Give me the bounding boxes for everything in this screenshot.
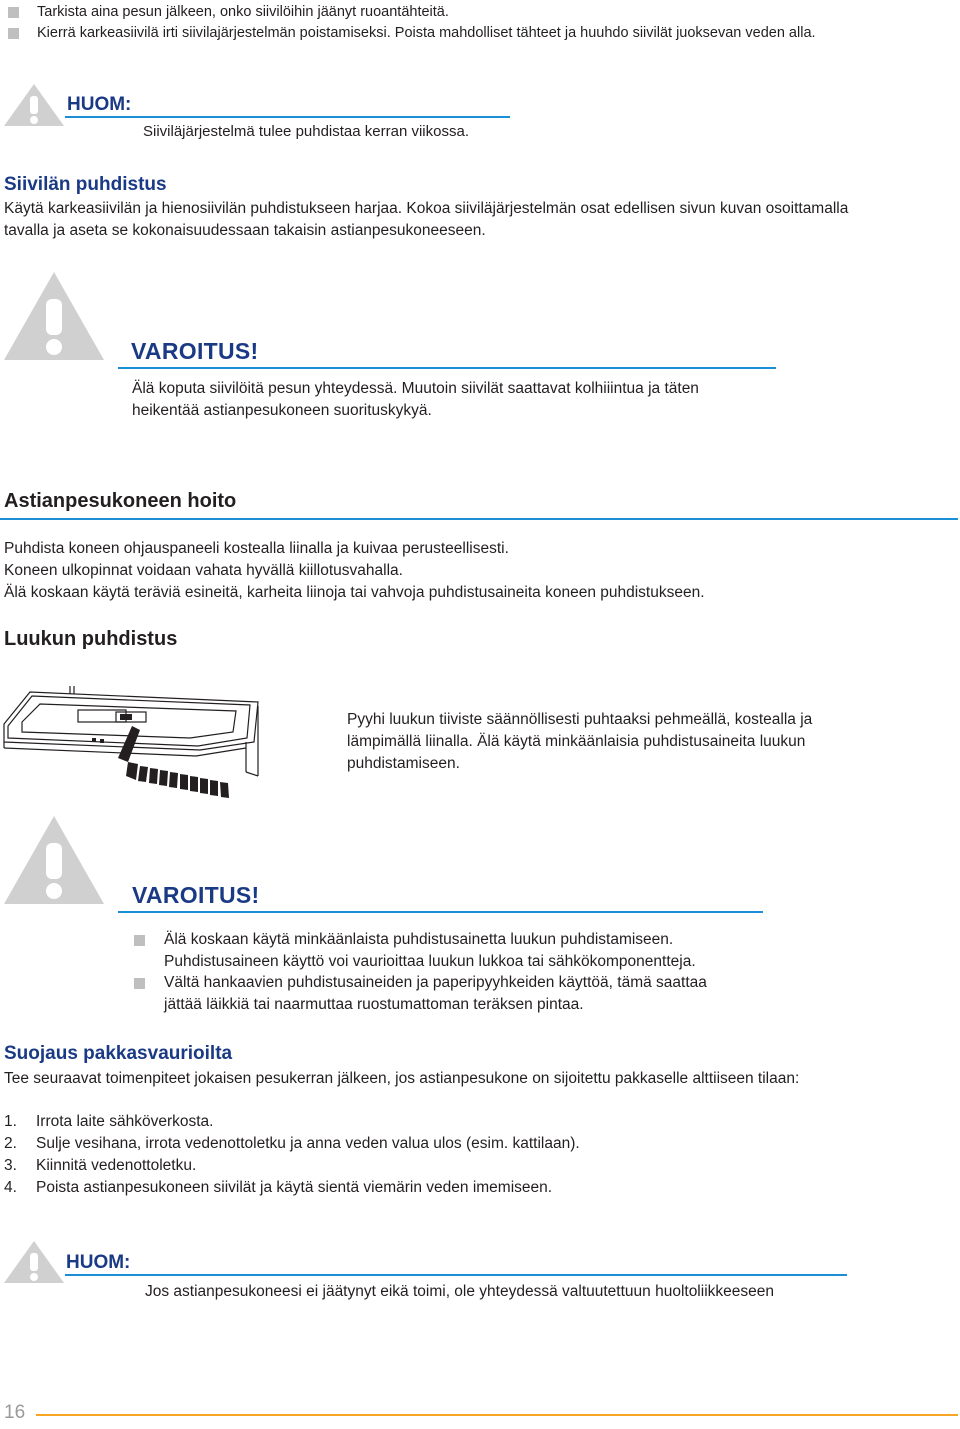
frost-step-1-text: Irrota laite sähköverkosta. [36,1113,214,1130]
care-heading: Astianpesukoneen hoito [4,490,237,512]
frost-step-3-num: 3. [4,1157,17,1174]
door-illustration [0,684,272,800]
note2-text: Jos astianpesukoneesi ei jäätynyt eikä toimi, ole yhteydessä valtuutettuun huoltoliikkeeseen [145,1283,774,1300]
frost-step-2-num: 2. [4,1135,17,1152]
bullet-square-icon [134,978,145,989]
care-rule [0,518,958,520]
bullet-square-icon [134,935,145,946]
care-line-2: Koneen ulkopinnat voidaan vahata hyvällä kiillotusvahalla. [4,562,403,579]
warning-triangle-icon [3,1240,65,1284]
warning2-title: VAROITUS! [132,882,260,908]
warning-triangle-icon [3,83,65,127]
frost-intro: Tee seuraavat toimenpiteet jokaisen pesukerran jälkeen, jos astianpesukone on sijoitettu pakkaselle alttiiseen tilaan: [4,1070,800,1087]
footer-rule [36,1414,958,1416]
frost-step-1-num: 1. [4,1113,17,1130]
warning2-bullet-1-line-1: Älä koskaan käytä minkäänlaista puhdistusainetta luukun puhdistamiseen. [164,931,674,948]
frost-step-3-text: Kiinnitä vedenottoletku. [36,1157,197,1174]
frost-step-4-num: 4. [4,1179,17,1196]
warning1-line-1: Älä koputa siivilöitä pesun yhteydessä. Muutoin siivilät saattavat kolhiiintua ja täten [132,380,699,397]
door-line-3: puhdistamiseen. [347,755,460,772]
filter-cleaning-line-2: tavalla ja aseta se kokonaisuudessaan takaisin astianpesukoneeseen. [4,222,486,239]
top-bullet-2: Kierrä karkeasiivilä irti siivilajärjestelmän poistamiseksi. Poista mahdolliset tähteet ja huuhdo siivilät juoksevan veden alla. [37,25,816,41]
warning1-line-2: heikentää astianpesukoneen suorituskykyä. [132,402,432,419]
warning1-rule [118,367,776,369]
door-line-1: Pyyhi luukun tiiviste säännöllisesti puhtaaksi pehmeällä, kostealla ja [347,711,813,728]
note1-rule [65,116,510,118]
filter-cleaning-heading: Siivilän puhdistus [4,174,167,195]
frost-step-2-text: Sulje vesihana, irrota vedenottoletku ja anna veden valua ulos (esim. kattilaan). [36,1135,580,1152]
bullet-square-icon [8,7,19,18]
frost-step-4-text: Poista astianpesukoneen siivilät ja käytä sientä viemärin veden imemiseen. [36,1179,553,1196]
warning2-rule [118,911,763,913]
warning2-bullet-1-line-2: Puhdistusaineen käyttö voi vaurioittaa luukun lukkoa tai sähkökomponentteja. [164,953,696,970]
note2-rule [65,1274,847,1276]
care-line-3: Älä koskaan käytä teräviä esineitä, karheita liinoja tai vahvoja puhdistusaineita koneen puhdistukseen. [4,584,705,601]
filter-cleaning-line-1: Käytä karkeasiivilän ja hienosiivilän puhdistukseen harjaa. Kokoa siiviläjärjestelmän osat edellisen sivun kuvan osoittamalla [4,200,849,217]
note1-text: Siiviläjärjestelmä tulee puhdistaa kerran viikossa. [143,123,469,140]
door-heading: Luukun puhdistus [4,628,178,650]
warning-triangle-icon [3,271,105,361]
warning2-bullet-2-line-2: jättää läikkiä tai naarmuttaa ruostumattoman teräksen pintaa. [164,996,584,1013]
door-line-2: lämpimällä liinalla. Älä käytä minkäänlaisia puhdistusaineita luukun [347,733,806,750]
care-line-1: Puhdista koneen ohjauspaneeli kostealla liinalla ja kuivaa perusteellisesti. [4,540,509,557]
note2-title: HUOM: [66,1252,131,1273]
top-bullet-1: Tarkista aina pesun jälkeen, onko siivilöihin jäänyt ruoantähteitä. [37,4,449,20]
page-number: 16 [4,1402,26,1423]
warning1-title: VAROITUS! [131,338,259,364]
bullet-square-icon [8,28,19,39]
warning-triangle-icon [3,815,105,905]
warning2-bullet-2-line-1: Vältä hankaavien puhdistusaineiden ja paperipyyhkeiden käyttöä, tämä saattaa [164,974,707,991]
note1-title: HUOM: [67,94,132,115]
frost-heading: Suojaus pakkasvaurioilta [4,1043,233,1064]
